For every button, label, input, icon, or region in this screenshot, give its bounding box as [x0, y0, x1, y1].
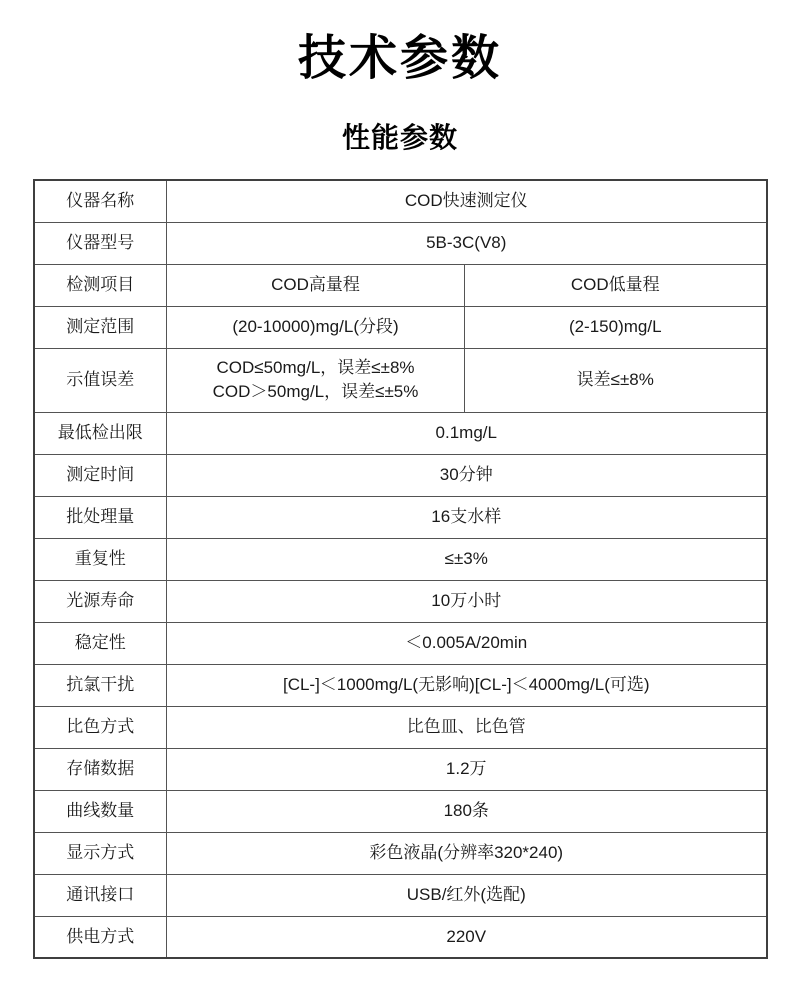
row-value: 彩色液晶(分辨率320*240) — [167, 832, 767, 874]
table-row — [34, 874, 767, 916]
row-value: 比色皿、比色管 — [167, 706, 767, 748]
row-label: 抗氯干扰 — [34, 664, 167, 706]
table-row — [34, 454, 767, 496]
row-value: 30分钟 — [167, 454, 767, 496]
error-line-2: COD＞50mg/L，误差≤±5% — [212, 382, 419, 401]
table-row — [34, 622, 767, 664]
table-row — [34, 706, 767, 748]
section-subtitle: 性能参数 — [341, 122, 458, 153]
row-label: 光源寿命 — [34, 580, 167, 622]
table-row — [34, 180, 767, 222]
table-row — [34, 264, 767, 306]
row-label: 测定时间 — [34, 454, 167, 496]
table-row — [34, 348, 767, 412]
row-label: 存储数据 — [34, 748, 167, 790]
table-row — [34, 664, 767, 706]
row-label: 显示方式 — [34, 832, 167, 874]
row-label: 检测项目 — [34, 264, 167, 306]
table-row — [34, 580, 767, 622]
row-value: USB/红外(选配) — [167, 874, 767, 916]
row-value: 180条 — [167, 790, 767, 832]
row-value-high-range: (20-10000)mg/L(分段) — [167, 306, 465, 348]
row-label: 稳定性 — [34, 622, 167, 664]
page-title: 技术参数 — [297, 32, 502, 85]
row-value: 5B-3C(V8) — [167, 222, 767, 264]
row-label: 示值误差 — [34, 348, 167, 412]
row-value: 10万小时 — [167, 580, 767, 622]
table-row — [34, 538, 767, 580]
table-row — [34, 412, 767, 454]
row-label: 仪器名称 — [34, 180, 167, 222]
spec-table — [33, 179, 768, 959]
error-line-1: COD≤50mg/L，误差≤±8% — [216, 358, 415, 377]
row-label: 测定范围 — [34, 306, 167, 348]
table-row — [34, 832, 767, 874]
row-value: 220V — [167, 916, 767, 958]
row-value-high-range: COD高量程 — [167, 264, 465, 306]
row-value-low-range: (2-150)mg/L — [465, 306, 767, 348]
table-row — [34, 306, 767, 348]
table-row — [34, 222, 767, 264]
table-row — [34, 748, 767, 790]
row-label: 通讯接口 — [34, 874, 167, 916]
row-value-low-range: COD低量程 — [465, 264, 767, 306]
table-row — [34, 916, 767, 958]
row-value: ＜0.005A/20min — [167, 622, 767, 664]
row-label: 曲线数量 — [34, 790, 167, 832]
row-value-high-range — [167, 348, 465, 412]
row-label: 最低检出限 — [34, 412, 167, 454]
row-label: 供电方式 — [34, 916, 167, 958]
row-label: 重复性 — [34, 538, 167, 580]
row-value: COD快速测定仪 — [167, 180, 767, 222]
row-value-low-range: 误差≤±8% — [465, 348, 767, 412]
row-value: [CL-]＜1000mg/L(无影响)[CL-]＜4000mg/L(可选) — [167, 664, 767, 706]
row-label: 仪器型号 — [34, 222, 167, 264]
row-value: ≤±3% — [167, 538, 767, 580]
row-label: 比色方式 — [34, 706, 167, 748]
table-row — [34, 790, 767, 832]
row-value: 16支水样 — [167, 496, 767, 538]
row-value: 1.2万 — [167, 748, 767, 790]
row-label: 批处理量 — [34, 496, 167, 538]
row-value: 0.1mg/L — [167, 412, 767, 454]
table-row — [34, 496, 767, 538]
